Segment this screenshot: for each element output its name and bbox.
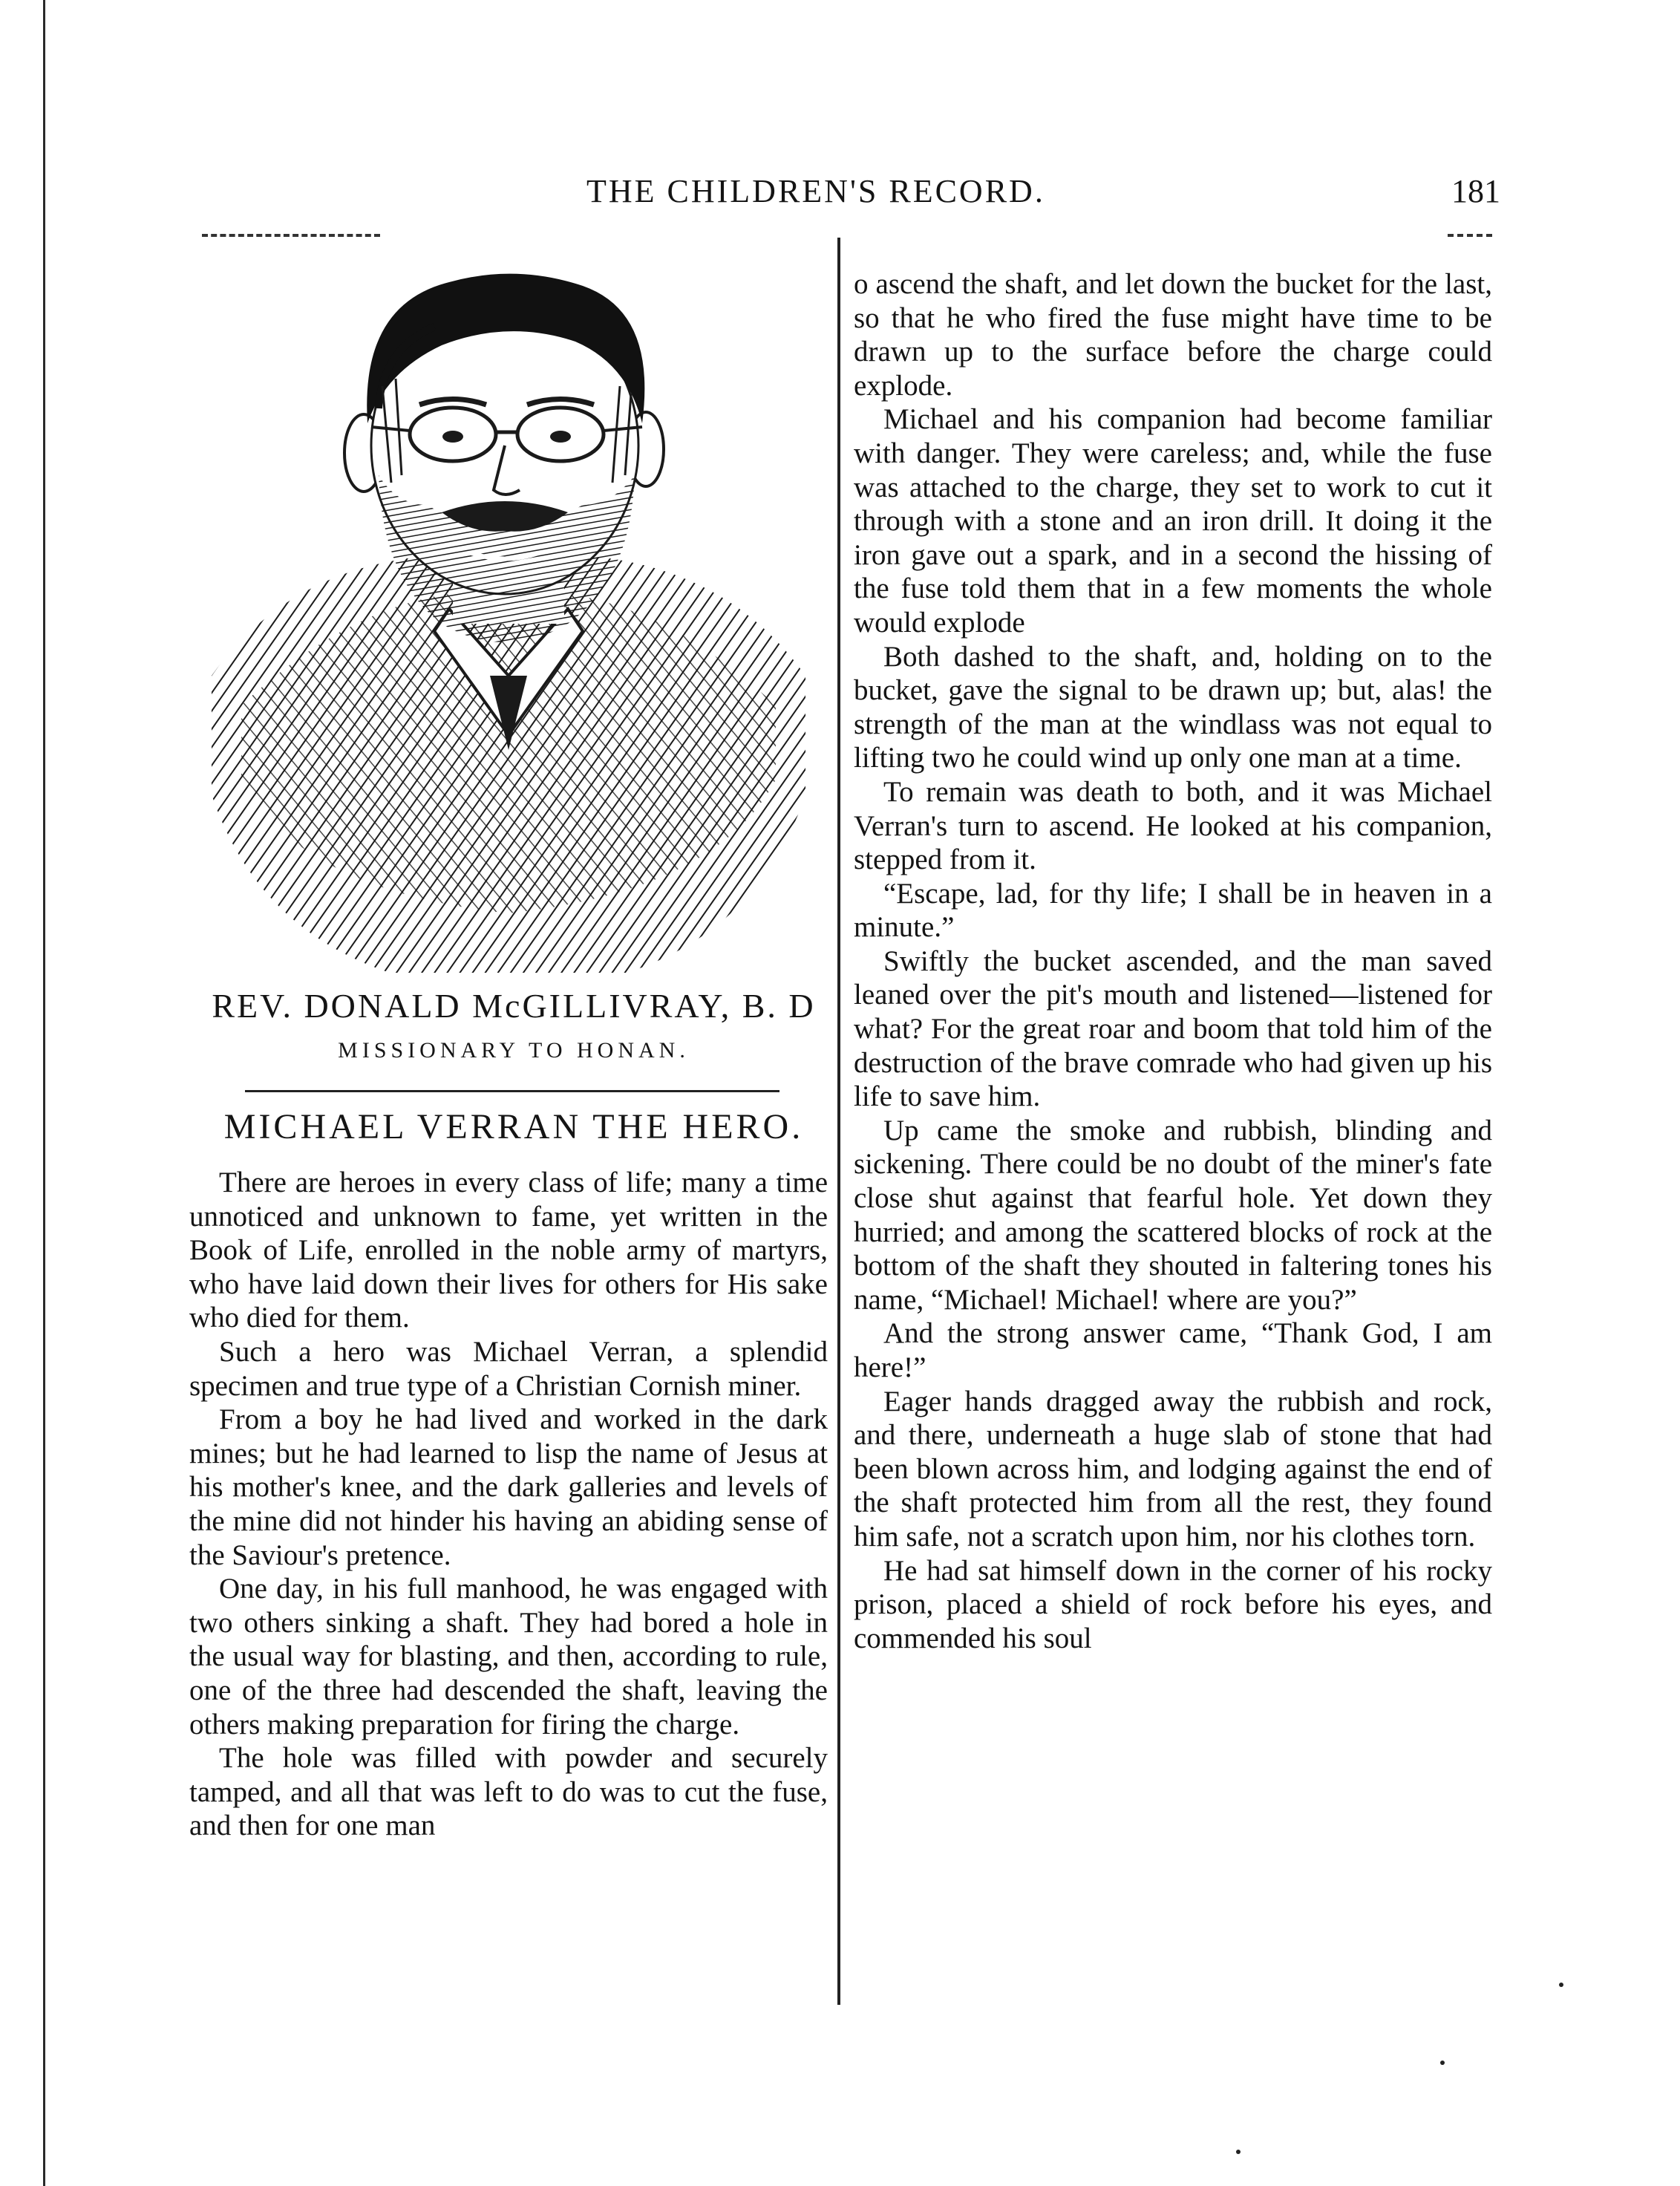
paragraph: Such a hero was Michael Verran, a splendid specimen and true type of a Christian Cornish miner. <box>189 1335 828 1402</box>
paragraph: He had sat himself down in the corner of his rocky prison, placed a shield of rock before his eyes, and commended his soul <box>854 1554 1492 1654</box>
paragraph: And the strong answer came, “Thank God, I am here!” <box>854 1317 1492 1383</box>
paragraph: “Escape, lad, for thy life; I shall be in heaven in a minute.” <box>854 877 1492 944</box>
scan-speck <box>1440 2061 1445 2065</box>
running-title: THE CHILDREN'S RECORD. <box>586 173 1045 209</box>
paragraph: o ascend the shaft, and let down the bucket for the last, so that he who fired the fuse might have time to be drawn up to the surface before the charge could explode. <box>854 268 1492 402</box>
paragraph: There are heroes in every class of life; many a time unnoticed and unknown to fame, yet written in the Book of Life, enrolled in the noble army of martyrs, who have laid down their lives for others for His sake who died for them. <box>189 1167 828 1334</box>
paragraph: Swiftly the bucket ascended, and the man saved leaned over the pit's mouth and listened—listened for what? For the great roar and boom that told him of the destruction of the brave comrade who had given up his life to save him. <box>854 944 1492 1113</box>
scan-speck <box>1236 2150 1241 2154</box>
left-column <box>189 1166 828 1843</box>
portrait-caption-subtitle: MISSIONARY TO HONAN. <box>338 1038 690 1063</box>
page-number: 181 <box>1451 173 1500 209</box>
paragraph: The hole was filled with powder and securely tamped, and all that was left to do was to cut the fuse, and then for one man <box>189 1742 828 1842</box>
paragraph: From a boy he had lived and worked in the dark mines; but he had learned to lisp the name of Jesus at his mother's knee, and the dark galleries and levels of the mine did not hinder his having an abiding sense of the Saviour's pretence. <box>189 1403 828 1571</box>
top-rule-left <box>202 234 380 240</box>
paragraph: Michael and his companion had become familiar with danger. They were careless; and, while the fuse was attached to the charge, they set to work to cut it through with a stone and an iron drill. It doing it the iron gave out a spark, and in a second the hissing of the fuse told them that in a few moments the whole would explode <box>854 403 1492 639</box>
paragraph: Both dashed to the shaft, and, holding on to the bucket, gave the signal to be drawn up; but, alas! the strength of the man at the windlass was not equal to lifting two he could wind up only one man at a time. <box>854 640 1492 774</box>
paragraph: Eager hands dragged away the rubbish and rock, and there, underneath a huge slab of stone that had been blown across him, and lodging against the end of the shaft protected him from all the rest, they found him safe, not a scratch upon him, nor his clothes torn. <box>854 1385 1492 1553</box>
scan-speck <box>1559 1983 1563 1987</box>
paragraph: Up came the smoke and rubbish, blinding and sickening. There could be no doubt of the miner's fate close shut against that fearful hole. Yet down they hurried; and among the scattered blocks of rock at the bottom of the shaft they shouted in faltering tones his name, “Michael! Michael! where are you?” <box>854 1114 1492 1316</box>
top-rule-right <box>1448 234 1492 240</box>
scan-margin-line <box>43 0 45 2186</box>
portrait-caption-name: REV. DONALD McGILLIVRAY, B. D <box>212 987 816 1025</box>
paragraph: One day, in his full manhood, he was engaged with two others sinking a shaft. They had bored a hole in the usual way for blasting, and then, according to rule, one of the three had descended the shaft, leaving the others making preparation for firing the charge. <box>189 1573 828 1740</box>
portrait-engraving <box>197 260 820 973</box>
article-title: MICHAEL VERRAN THE HERO. <box>223 1107 804 1146</box>
paragraph: To remain was death to both, and it was Michael Verran's turn to ascend. He looked at his companion, stepped from it. <box>854 775 1492 876</box>
right-column <box>854 267 1492 1655</box>
section-rule <box>245 1090 779 1092</box>
